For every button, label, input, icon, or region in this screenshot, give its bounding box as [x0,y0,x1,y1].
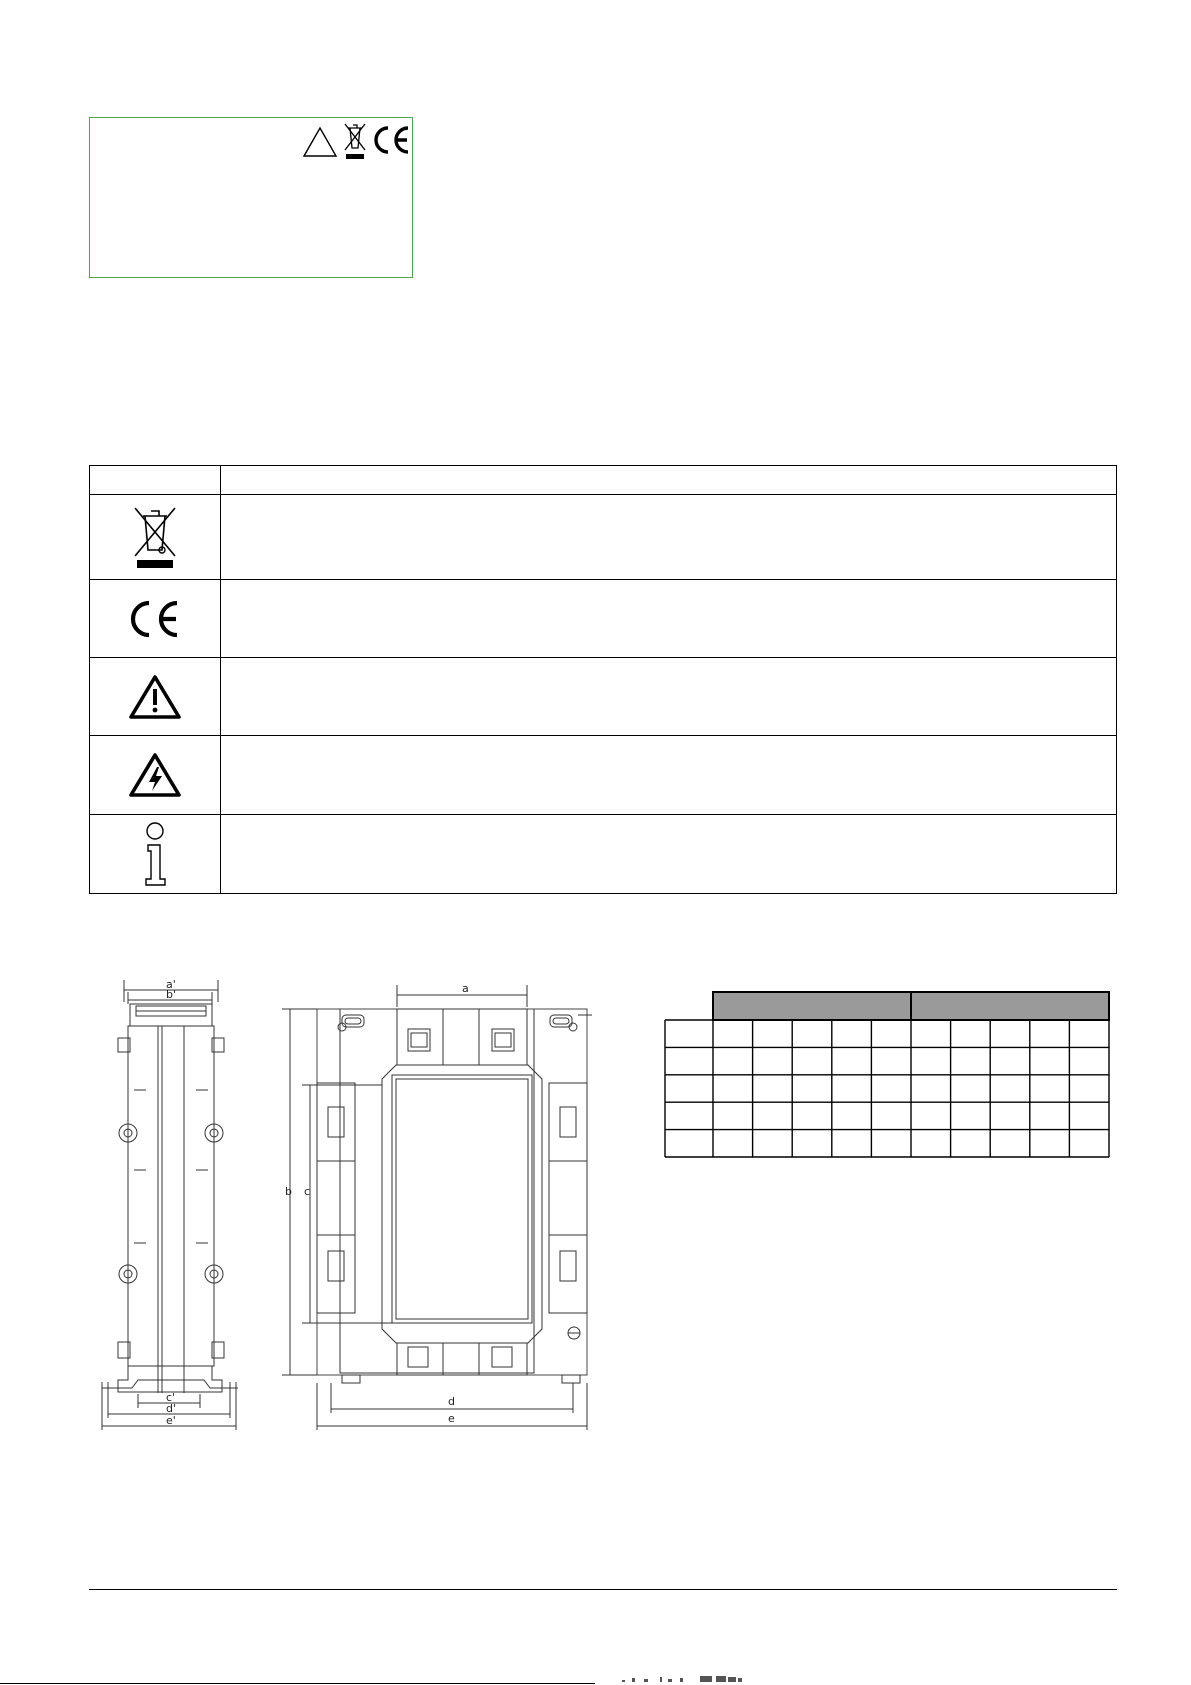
symbols-table [89,465,1117,894]
table-row-description [222,736,1116,814]
weee-bin-icon [345,124,365,159]
bottom-rule [0,1683,595,1684]
table-row [90,580,220,657]
footer-rule [89,1589,1117,1590]
info-icon [140,821,170,887]
dim-label: b' [166,988,177,1001]
table-header-description [222,466,1116,494]
table-column-divider [220,466,221,893]
dim-label: d' [166,1402,177,1415]
electrical-hazard-icon [128,751,182,799]
table-row-description [222,495,1116,579]
dim-label: c [304,1185,311,1198]
table-header-symbol [90,466,220,494]
dimensions-table [664,991,1111,1158]
table-row [90,736,220,814]
table-row [90,815,220,893]
warning-icon [128,673,182,721]
footer-marks [622,1676,762,1685]
dim-label: a [462,985,469,995]
weee-bin-icon [131,504,179,570]
dim-label: e' [166,1414,176,1427]
table-header-group [911,992,1109,1020]
table-row [90,495,220,579]
table-header-group [713,992,911,1020]
table-row-description [222,580,1116,657]
table-row-description [222,815,1116,893]
dim-label: a' [166,978,176,991]
table-row-description [222,658,1116,735]
dim-label: d [448,1395,455,1408]
dim-label: b [285,1185,292,1198]
dim-label: e [448,1412,455,1425]
warning-triangle-icon [304,128,336,156]
table-row [90,658,220,735]
dim-label: c' [166,1391,176,1404]
label-icons [300,120,412,166]
front-view-drawing [282,985,592,1435]
side-view-drawing [100,978,240,1438]
ce-mark-icon [127,599,183,639]
ce-mark-icon [376,128,408,152]
